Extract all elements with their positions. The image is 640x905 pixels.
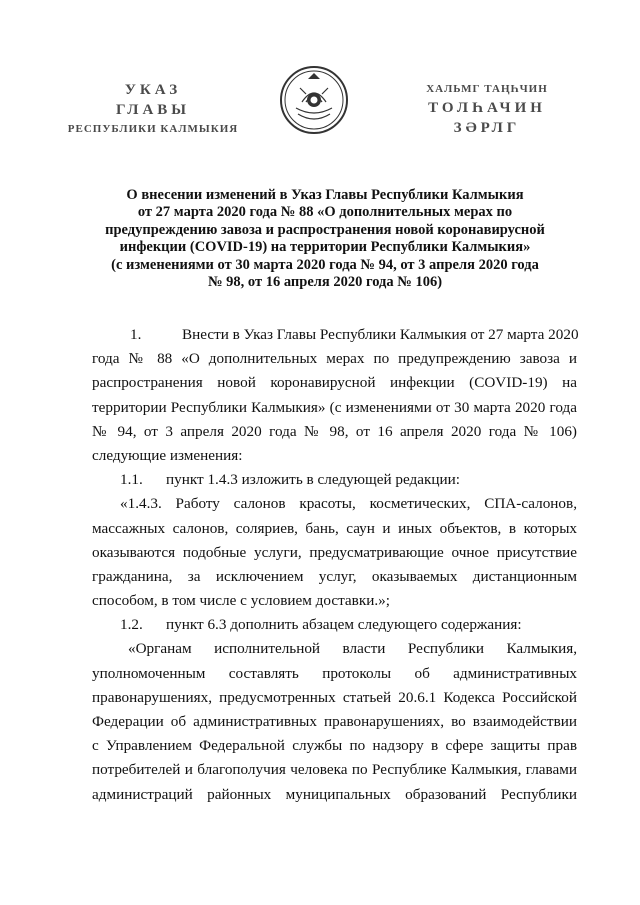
body-line: администраций районных муниципальных образований Республики	[92, 785, 577, 803]
subparagraph-1-2	[92, 613, 577, 637]
header-right-line1: ХАЛЬМГ ТАҢҺЧИН	[426, 83, 548, 95]
body-line: года № 88 «О дополнительных мерах по предупреждению завоза и	[92, 350, 577, 368]
title-line: инфекции (COVID-19) на территории Республики Калмыкия»	[119, 239, 531, 256]
header-left	[58, 80, 248, 138]
title-line: О внесении изменений в Указ Главы Республики Калмыкия	[126, 187, 524, 203]
body-line: массажных салонов, соляриев, бань, саун и иных объектов, в которых	[92, 519, 577, 537]
subparagraph-1-1	[92, 468, 577, 492]
document-body	[92, 323, 577, 807]
paragraph-number: 1.2.	[120, 616, 143, 634]
body-line: территории Республики Калмыкия» (с изменениями от 30 марта 2020 года	[92, 398, 577, 416]
body-line: правонарушениях, предусмотренных статьей 20.6.1 Кодекса Российской	[92, 688, 577, 706]
body-line: оказываются подобные услуги, предусматривающие очное присутствие	[92, 543, 577, 561]
paragraph-1-first-line	[92, 323, 577, 347]
paragraph-number: 1.1.	[120, 471, 143, 489]
header-left-line2: ГЛАВЫ	[115, 102, 191, 118]
body-line: пункт 6.3 дополнить абзацем следующего содержания:	[166, 616, 522, 634]
emblem-icon	[278, 64, 350, 136]
body-line: «Органам исполнительной власти Республики Калмыкия,	[128, 640, 577, 658]
title-line: от 27 марта 2020 года № 88 «О дополнительных мерах по	[137, 204, 513, 221]
header-right-line3: ЗӘРЛГ	[453, 120, 521, 136]
body-line: следующие изменения:	[92, 446, 243, 464]
paragraph-number: 1.	[130, 326, 142, 343]
header-left-line1: УКАЗ	[124, 82, 182, 98]
body-line: гражданина, за исключением услуг, оказываемых дистанционным	[92, 567, 577, 585]
body-line: способом, в том числе с условием доставки.»;	[92, 592, 390, 610]
title-line: № 98, от 16 апреля 2020 года № 106)	[207, 274, 443, 291]
body-line: «1.4.3. Работу салонов красоты, косметических, СПА-салонов,	[120, 495, 577, 513]
body-line: распространения новой коронавирусной инфекции (COVID-19) на	[92, 374, 577, 392]
body-line: Федерации об административных правонарушениях, во взаимодействии	[92, 713, 577, 730]
header-right	[392, 80, 582, 138]
body-line: потребителей и благополучия человека по Республике Калмыкия, главами	[92, 761, 577, 779]
body-line: Внести в Указ Главы Республики Калмыкия от 27 марта 2020	[182, 326, 579, 343]
header-right-line2: ТОЛҺАЧИН	[428, 100, 546, 116]
body-line: № 94, от 3 апреля 2020 года № 98, от 16 апреля 2020 года № 106)	[92, 422, 577, 440]
header-left-line3: РЕСПУБЛИКИ КАЛМЫКИЯ	[67, 123, 239, 135]
body-line: пункт 1.4.3 изложить в следующей редакции:	[166, 471, 460, 489]
body-line: с Управлением Федеральной службы по надзору в сфере защиты прав	[92, 737, 577, 755]
document-title	[96, 187, 554, 291]
title-line: (с изменениями от 30 марта 2020 года № 94, от 3 апреля 2020 года	[111, 256, 539, 273]
body-line: уполномоченным составлять протоколы об административных	[92, 664, 577, 682]
title-line: предупреждению завоза и распространения новой коронавирусной	[105, 221, 545, 238]
